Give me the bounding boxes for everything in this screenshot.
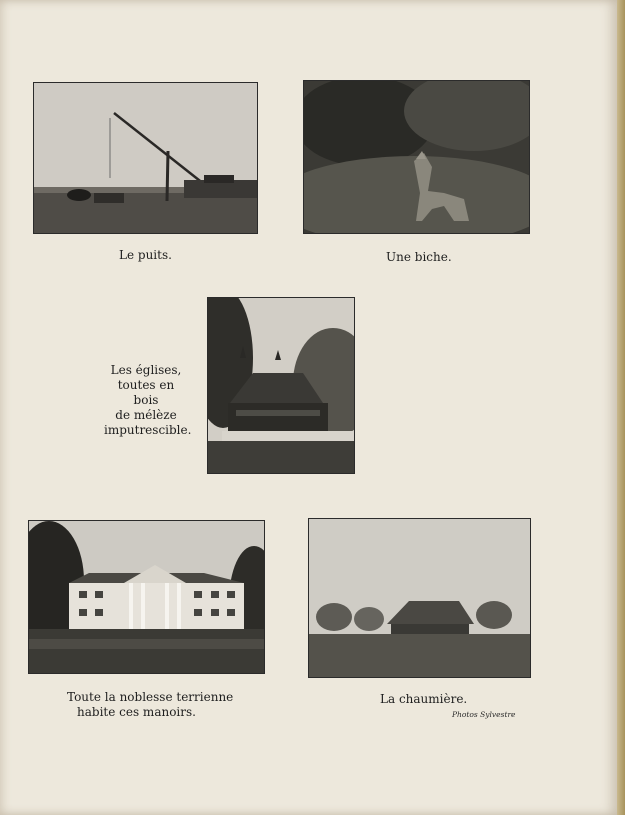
caption-deer: Une biche. — [386, 250, 452, 264]
photo-manor — [28, 520, 265, 674]
page-edge — [617, 0, 625, 815]
caption-church-line-3: de mélèze — [115, 408, 177, 422]
caption-church-line-2: toutes en bois — [117, 378, 175, 407]
photo-well — [33, 82, 258, 234]
photo-church — [207, 297, 355, 474]
caption-church-line-1: Les églises, — [110, 363, 182, 377]
caption-cottage: La chaumière. — [380, 692, 468, 706]
caption-manor-line-1: Toute la noblesse terrienne — [67, 690, 234, 704]
photo-credit: Photos Sylvestre — [452, 710, 516, 719]
caption-manor — [67, 690, 233, 720]
photo-cottage — [308, 518, 531, 678]
caption-church-line-4: imputrescible. — [104, 423, 192, 437]
photo-deer — [303, 80, 530, 234]
caption-well: Le puits. — [119, 248, 172, 262]
caption-church — [104, 363, 192, 438]
caption-manor-line-2: habite ces manoirs. — [77, 705, 196, 719]
